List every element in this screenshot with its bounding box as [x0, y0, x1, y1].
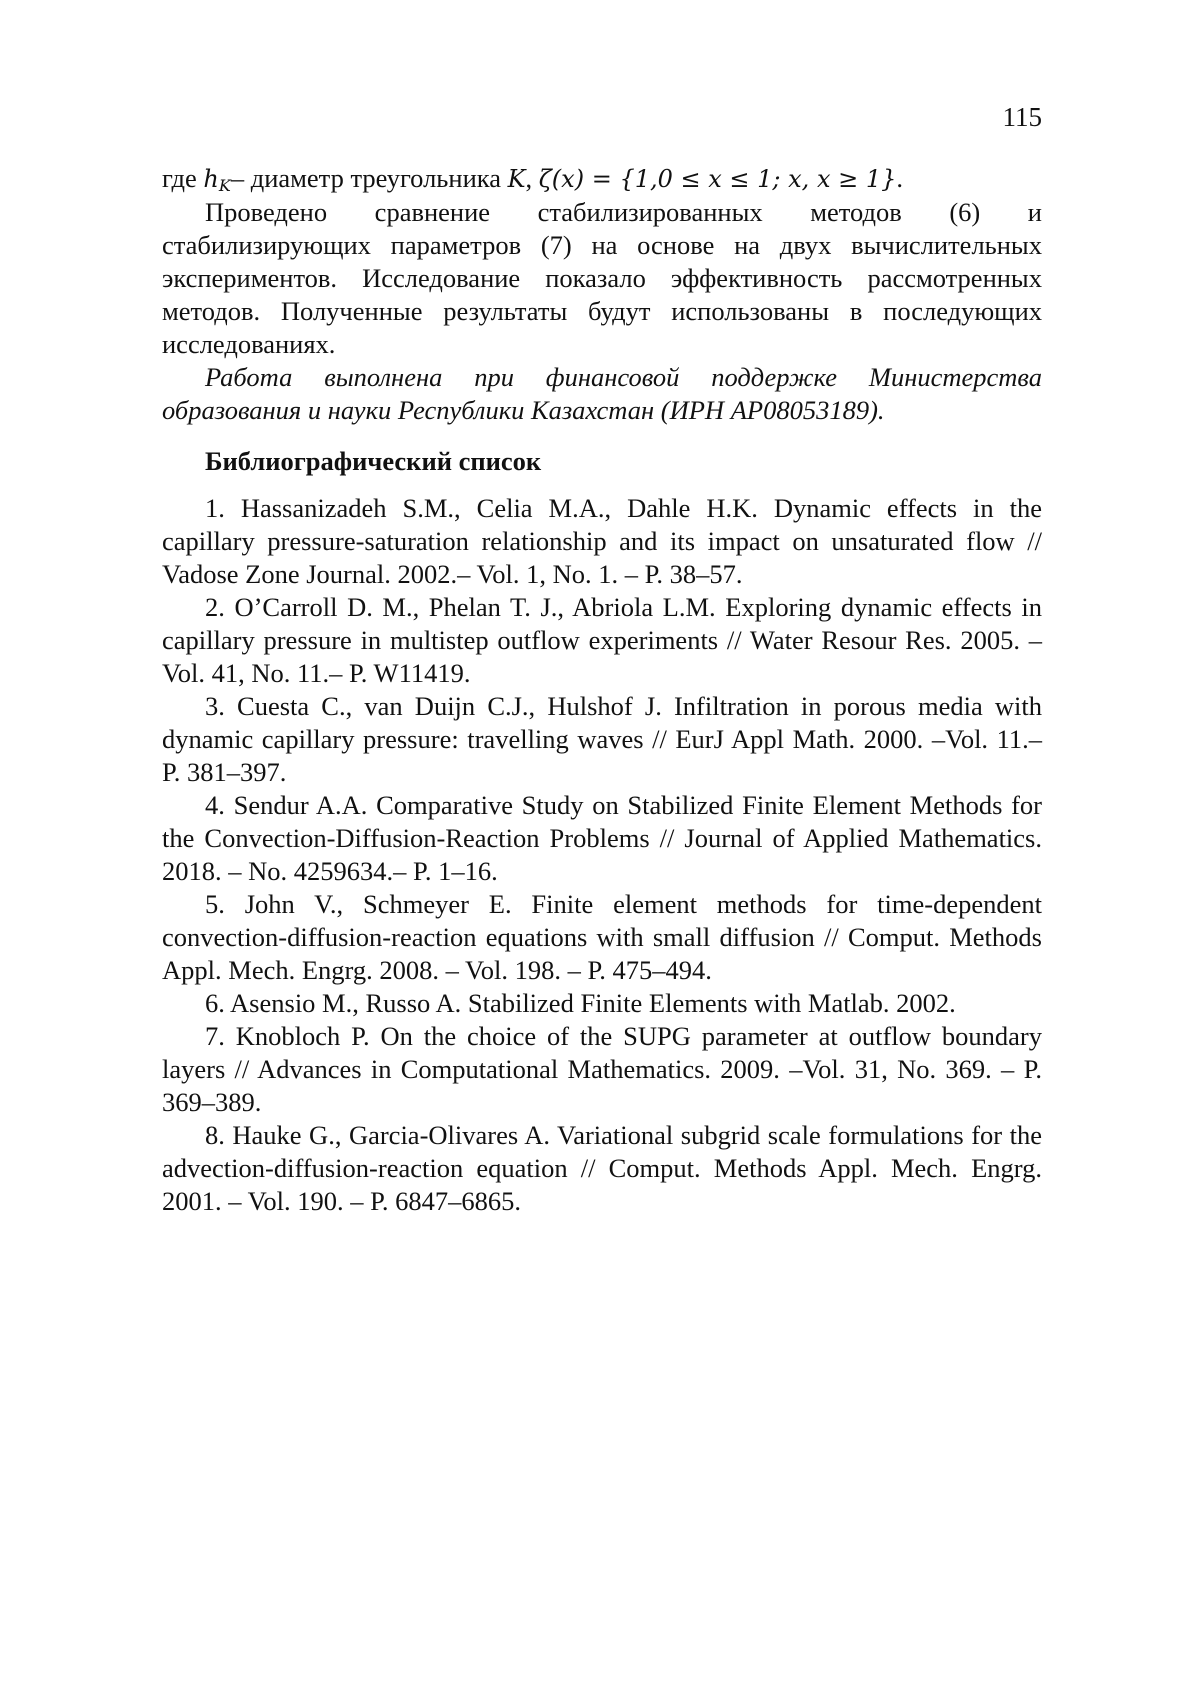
reference-item: 8. Hauke G., Garcia-Olivares A. Variational subgrid scale formulations for the advection-diffusion-reaction equation // Comput. Methods Appl. Mech. Engrg. 2001. – Vol. 190. – P. 6847–6865.	[162, 1120, 1042, 1216]
reference-item: 2. O’Carroll D. M., Phelan T. J., Abriola L.M. Exploring dynamic effects in capillary pressure in multistep outflow experiments // Water Resour Res. 2005. – Vol. 41, No. 11.– P. W11419.	[162, 592, 1042, 688]
page-body	[162, 162, 1042, 1218]
formula-mid: – диаметр треугольника	[230, 163, 508, 193]
funding-note: Работа выполнена при финансовой поддержке Министерства образования и науки Республики Казахстан (ИРН AP08053189).	[162, 362, 1042, 425]
reference-item: 5. John V., Schmeyer E. Finite element methods for time-dependent convection-diffusion-reaction equations with small diffusion // Comput. Methods Appl. Mech. Engrg. 2008. – Vol. 198. – P. 475–494.	[162, 889, 1042, 985]
page-number: 115	[1002, 102, 1042, 132]
reference-item: 6. Asensio M., Russo A. Stabilized Finite Elements with Matlab. 2002.	[205, 988, 956, 1018]
reference-item: 4. Sendur A.A. Comparative Study on Stabilized Finite Element Methods for the Convection-Diffusion-Reaction Problems // Journal of Applied Mathematics. 2018. – No. 4259634.– P. 1–16.	[162, 790, 1042, 886]
reference-item: 1. Hassanizadeh S.M., Celia M.A., Dahle H.K. Dynamic effects in the capillary pressure-saturation relationship and its impact on unsaturated flow // Vadose Zone Journal. 2002.– Vol. 1, No. 1. – P. 38–57.	[162, 493, 1042, 589]
equals-sign: =	[584, 165, 620, 193]
zeta-function: ζ(x)	[538, 165, 585, 193]
formula-line: где $h_K-$ диаметр треугольника K, ζ(x) = {1,0 ≤ x ≤ 1; x, x ≥ 1}.	[162, 163, 904, 195]
formula-end: .	[896, 163, 904, 193]
bibliography-list	[162, 492, 1042, 1218]
set-definition: {1,0 ≤ x ≤ 1; x, x ≥ 1}	[619, 165, 897, 193]
k-symbol: K	[507, 165, 526, 193]
reference-item: 7. Knobloch P. On the choice of the SUPG parameter at outflow boundary layers // Advances in Computational Mathematics. 2009. –Vol. 31, No. 369. – P. 369–389.	[162, 1021, 1042, 1117]
reference-item: 3. Cuesta C., van Duijn C.J., Hulshof J. Infiltration in porous media with dynamic capillary pressure: travelling waves // EurJ Appl Math. 2000. –Vol. 11.– P. 381–397.	[162, 691, 1042, 787]
bibliography-heading: Библиографический список	[205, 446, 542, 476]
h-symbol: $h_K$	[203, 165, 231, 195]
body-paragraph: Проведено сравнение стабилизированных методов (6) и стабилизирующих параметров (7) на основе на двух вычислительных экспериментов. Исследование показало эффективность рассмотренных методов. Полученные результаты будут использованы в последующих исследованиях.	[162, 197, 1042, 359]
formula-prefix: где	[162, 163, 204, 193]
